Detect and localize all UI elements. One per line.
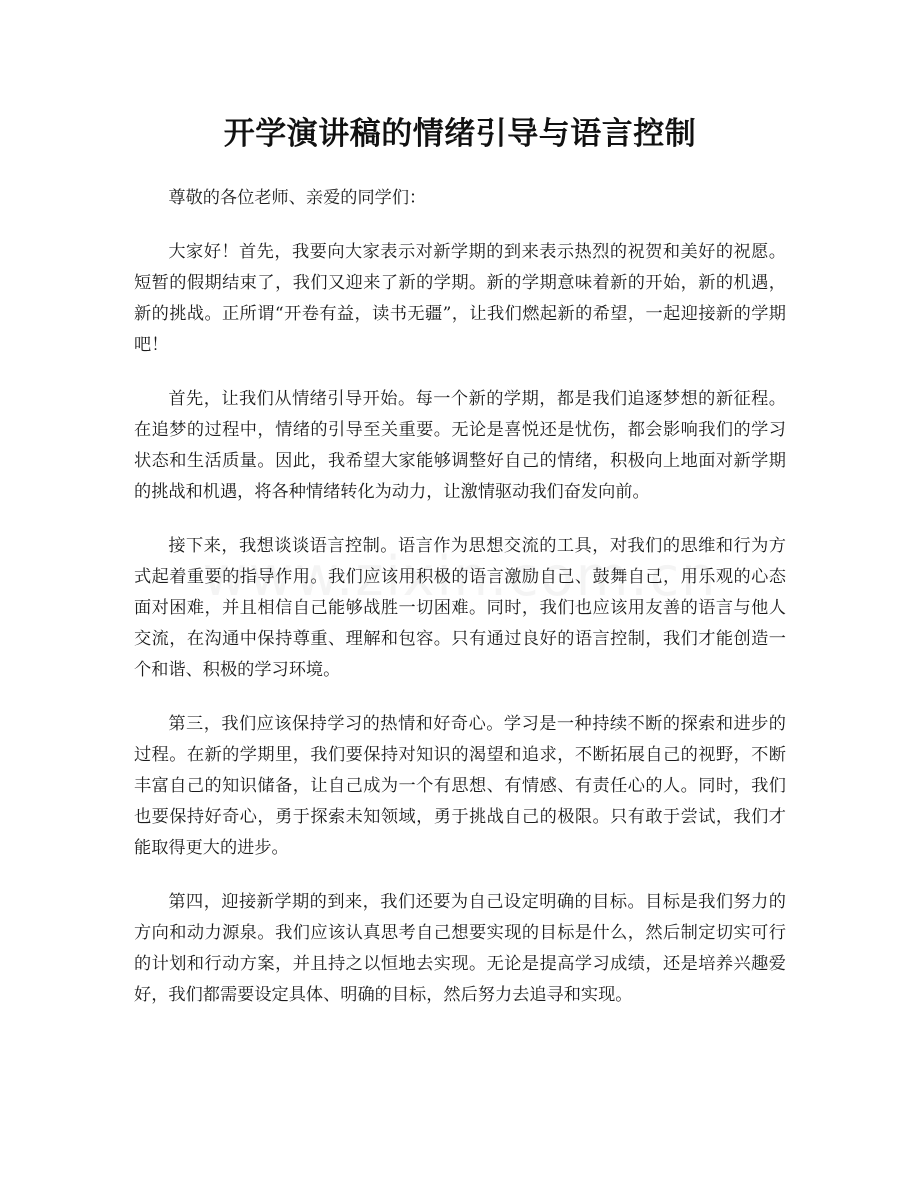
salutation-paragraph: 尊敬的各位老师、亲爱的同学们： [168, 188, 427, 208]
language-control-paragraph: 接下来，我想谈谈语言控制。语言作为思想交流的工具，对我们的思维和行为方式起着重要的指导作用。我们应该用积极的语言激励自己、鼓舞自己，用乐观的心态面对困难，并且相信自己能够战胜一切困难。同时，我们也应该用友善的语言与他人交流，在沟通中保持尊重、理解和包容。只有通过良好的语言控制，我们才能创造一个和谐、积极的学习环境。 [134, 536, 786, 680]
document-body [134, 183, 786, 1034]
learning-passion-paragraph: 第三，我们应该保持学习的热情和好奇心。学习是一种持续不断的探索和进步的过程。在新的学期里，我们要保持对知识的渴望和追求，不断拓展自己的视野，不断丰富自己的知识储备，让自己成为一个有思想、有情感、有责任心的人。同时，我们也要保持好奇心，勇于探索未知领域，勇于挑战自己的极限。只有敢于尝试，我们才能取得更大的进步。 [134, 714, 786, 858]
greeting-paragraph: 大家好！首先，我要向大家表示对新学期的到来表示热烈的祝贺和美好的祝愿。短暂的假期结束了，我们又迎来了新的学期。新的学期意味着新的开始，新的机遇，新的挑战。正所谓“开卷有益，读书无疆”，让我们燃起新的希望，一起迎接新的学期吧！ [134, 242, 786, 355]
document-title: 开学演讲稿的情绪引导与语言控制 [223, 116, 697, 152]
emotion-guidance-paragraph: 首先，让我们从情绪引导开始。每一个新的学期，都是我们追逐梦想的新征程。在追梦的过程中，情绪的引导至关重要。无论是喜悦还是忧伤，都会影响我们的学习状态和生活质量。因此，我希望大家能够调整好自己的情绪，积极向上地面对新学期的挑战和机遇，将各种情绪转化为动力，让激情驱动我们奋发向前。 [134, 389, 786, 502]
goal-setting-paragraph: 第四，迎接新学期的到来，我们还要为自己设定明确的目标。目标是我们努力的方向和动力源泉。我们应该认真思考自己想要实现的目标是什么，然后制定切实可行的计划和行动方案，并且持之以恒地去实现。无论是提高学习成绩，还是培养兴趣爱好，我们都需要设定具体、明确的目标，然后努力去追寻和实现。 [134, 892, 786, 1005]
